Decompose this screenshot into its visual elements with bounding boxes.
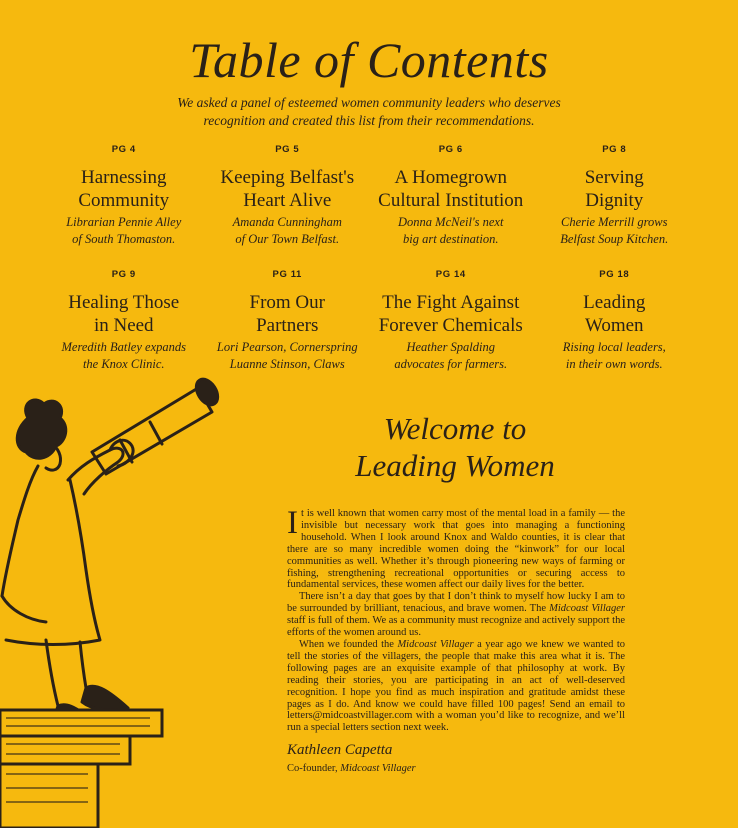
- toc-description-line: Heather Spalding: [406, 340, 496, 354]
- toc-description-line: Rising local leaders,: [562, 340, 666, 354]
- role-label: Co-founder,: [287, 763, 341, 774]
- toc-heading: Leading Women: [583, 292, 646, 336]
- letter-paragraph: [287, 505, 625, 591]
- toc-description-line: Amanda Cunningham: [232, 215, 342, 229]
- toc-entry[interactable]: [42, 265, 206, 375]
- toc-description-line: Lori Pearson, Cornerspring: [216, 340, 358, 354]
- signature: Kathleen Capetta: [287, 742, 393, 758]
- page-title: Table of Contents: [189, 32, 549, 88]
- toc-page-number: PG 5: [275, 144, 300, 155]
- welcome-title: [300, 410, 610, 484]
- toc-heading: Serving Dignity: [584, 167, 644, 211]
- toc-entry[interactable]: [206, 140, 370, 265]
- toc-heading: From Our Partners: [249, 292, 325, 336]
- toc-description-line: of Our Town Belfast.: [235, 231, 340, 246]
- letter-paragraph: [287, 591, 625, 639]
- letter-text: a year ago we knew we wanted to tell the stories of the villagers, the people that make this area what it is. The following pages are an exquisite example of that philosophy at work. By reading their stories, you are participating in an act of well-deserved recognition. I hope you find as much inspiration and gratitude amidst these pages as I do. And know we could have filled 100 pages! Send an email to letters@midcoastvillager.com with a woman you’d like to recognize, and we’ll run a special letters section next week.: [287, 638, 625, 734]
- page-subtitle: We asked a panel of esteemed women community leaders who deserves recognition and created this list from their recommendations.: [177, 95, 561, 128]
- letter-paragraph: [287, 639, 625, 734]
- toc-description-line: Librarian Pennie Alley: [66, 215, 182, 229]
- toc-description-line: Donna McNeil's next: [398, 215, 504, 229]
- toc-page-number: PG 11: [272, 269, 302, 280]
- toc-heading: A Homegrown Cultural Institution: [378, 167, 524, 211]
- toc-page-number: PG 6: [438, 144, 463, 155]
- toc-description-line: Belfast Soup Kitchen.: [560, 231, 669, 246]
- publication-name: Midcoast Villager: [397, 638, 474, 650]
- toc-entry[interactable]: [206, 265, 370, 375]
- toc-description: [533, 214, 697, 247]
- toc-description: [533, 339, 697, 372]
- toc-page-number: PG 18: [599, 269, 630, 280]
- publication-name: Midcoast Villager: [340, 763, 416, 774]
- toc-description: [42, 339, 206, 372]
- editor-letter: [287, 505, 625, 734]
- toc-page-number: PG 14: [435, 269, 466, 280]
- toc-description-line: Luanne Stinson, Claws: [229, 356, 345, 371]
- toc-description: [42, 214, 206, 247]
- toc-page-number: PG 8: [602, 144, 627, 155]
- letter-text: t is well known that women carry most of the mental load in a family — the invisible but necessary work that goes into managing a functioning household. When I look around Knox and Waldo counties, it is clear that there are so many incredible women doing the “kinwork” for our local communities as well. Whether it’s through pioneering new ways of farming or fishing, strengthening recreational opportunities or securing access to fundamental services, these women affect our daily lives for the better.: [287, 508, 625, 591]
- toc-description: [206, 339, 370, 372]
- toc-entry[interactable]: [42, 140, 206, 265]
- toc-page-number: PG 9: [111, 269, 136, 280]
- letter-text: There isn’t a day that goes by that I don’t think to myself how lucky I am to be surrounded by brilliant, tenacious, and brave women. The: [287, 591, 625, 615]
- toc-description-line: Cherie Merrill grows: [561, 215, 668, 229]
- woman-with-telescope-illustration: [0, 370, 250, 828]
- toc-heading: Keeping Belfast's Heart Alive: [220, 167, 355, 211]
- signature-role: [287, 763, 416, 774]
- toc-heading: Harnessing Community: [78, 167, 170, 211]
- toc-heading: The Fight Against Forever Chemicals: [378, 292, 523, 336]
- drop-cap: I: [287, 505, 298, 541]
- toc-description-line: advocates for farmers.: [394, 356, 508, 371]
- welcome-title-line: Leading Women: [355, 448, 555, 483]
- toc-description-line: of South Thomaston.: [72, 231, 176, 246]
- toc-description-line: big art destination.: [403, 231, 499, 246]
- toc-description: [369, 214, 533, 247]
- toc-entry[interactable]: [533, 140, 697, 265]
- letter-text: When we founded the: [299, 638, 398, 650]
- toc-entry[interactable]: [369, 140, 533, 265]
- welcome-title-line: Welcome to: [383, 411, 527, 446]
- toc-page-number: PG 4: [111, 144, 136, 155]
- toc-description-line: the Knox Clinic.: [82, 356, 165, 371]
- table-of-contents: [42, 140, 696, 375]
- toc-description: [369, 339, 533, 372]
- toc-description-line: Meredith Batley expands: [61, 340, 186, 354]
- publication-name: Midcoast Villager: [549, 603, 625, 615]
- toc-description: [206, 214, 370, 247]
- toc-description-line: in their own words.: [565, 356, 663, 371]
- toc-heading: Healing Those in Need: [68, 292, 180, 336]
- telescope-icon: [92, 388, 212, 474]
- toc-entry[interactable]: [369, 265, 533, 375]
- toc-entry[interactable]: [533, 265, 697, 375]
- letter-text: staff is full of them. We as a community must recognize and actively support the efforts of the women around us.: [287, 615, 625, 639]
